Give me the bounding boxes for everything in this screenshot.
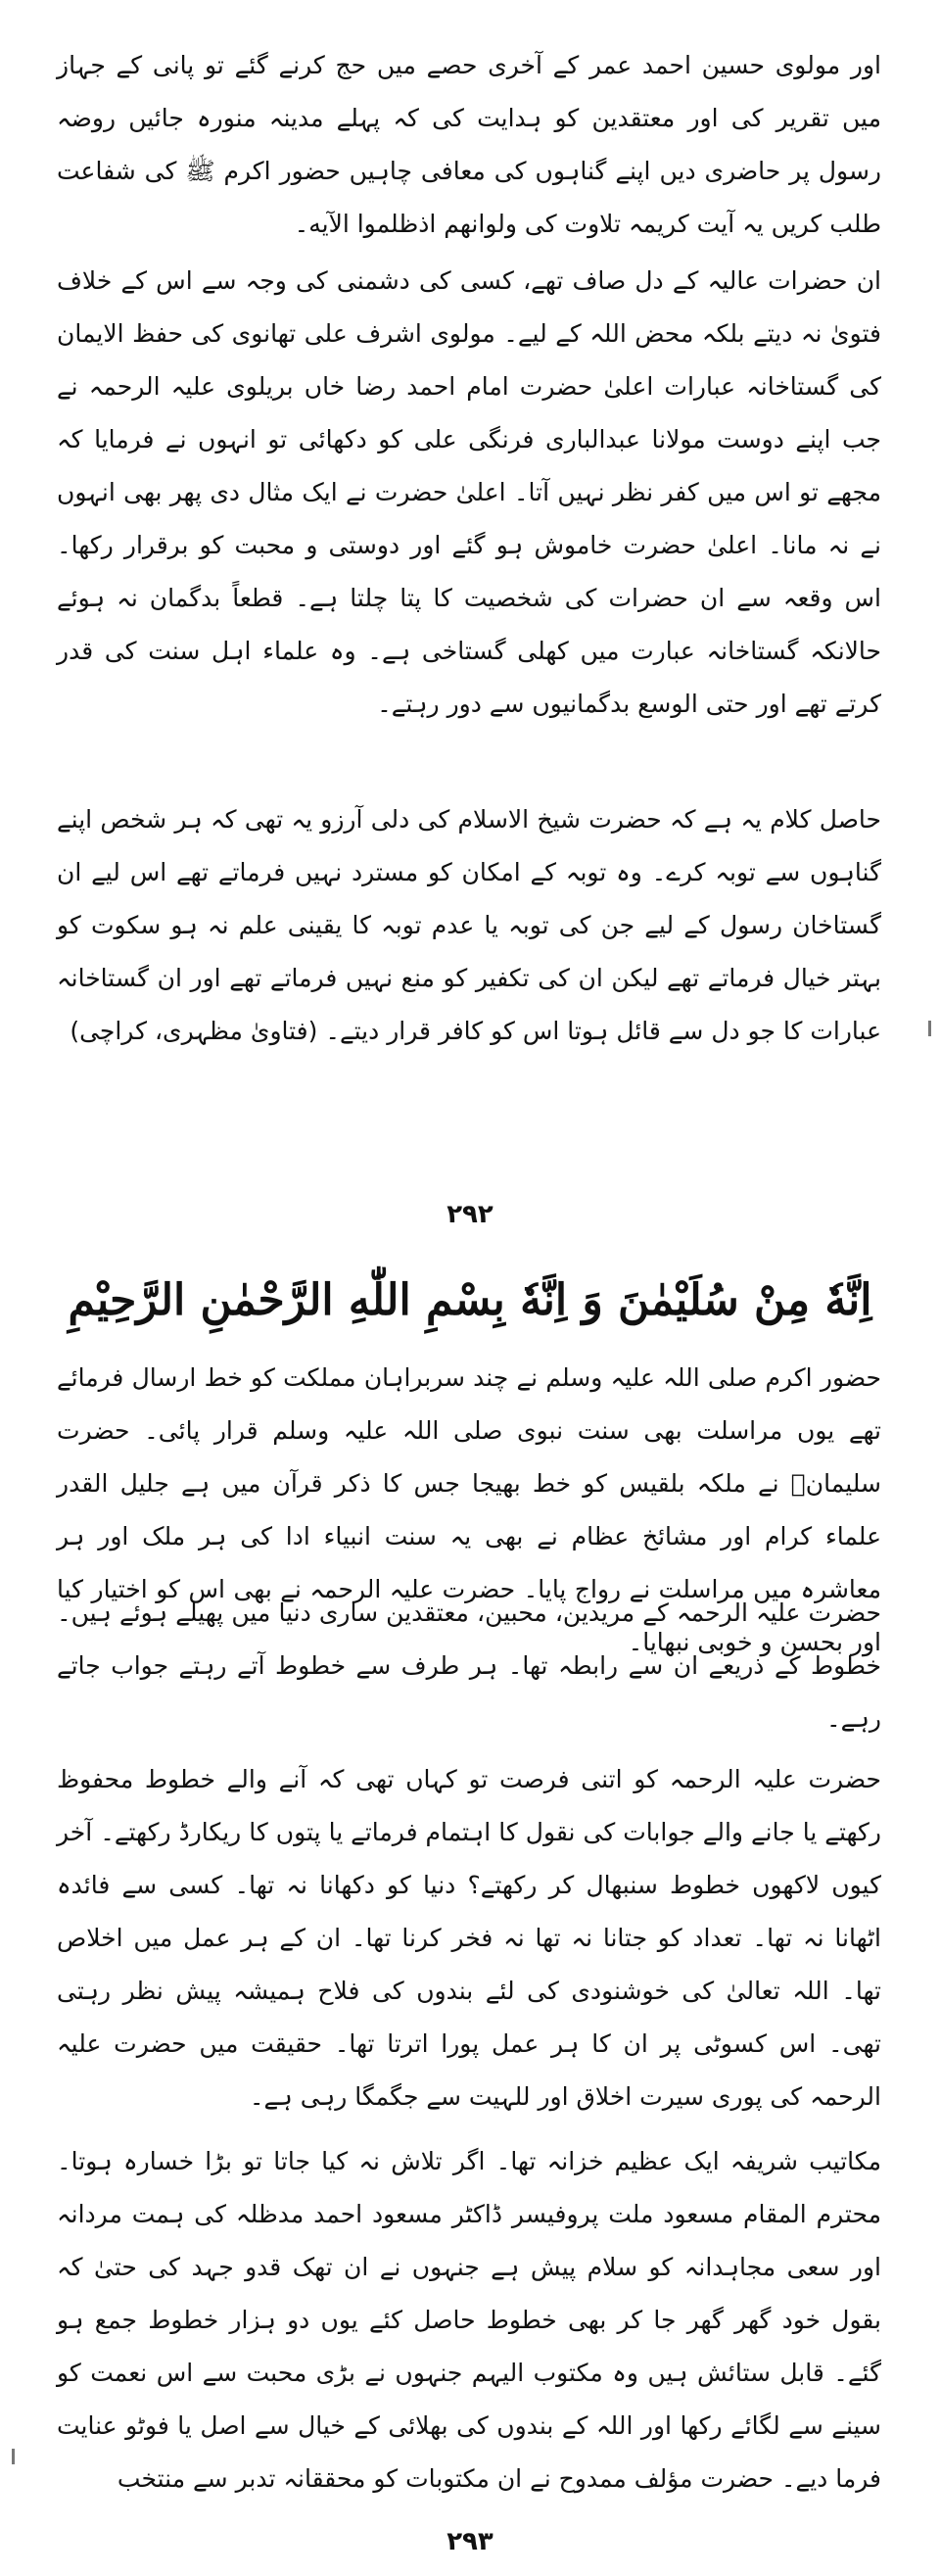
paragraph-treasure: مکاتیب شریفہ ایک عظیم خزانہ تھا۔ اگر تلاش نہ کیا جاتا تو بڑا خسارہ ہوتا۔ محترم المقام مسعود ملت پروفیسر ڈاکٹر مسعود احمد مدظلہ کی ہمت مردانہ اور سعی مجاہدانہ کو سلام پیش ہے جنہوں نے ان تھک قدو جہد کی حتیٰ کہ بقول خود گھر گھر جا کر بھی خطوط حاصل کئے یوں دو ہزار خطوط جمع ہو گئے۔ قابل ستائش ہیں وہ مکتوب الیہم جنہوں نے بڑی محبت سے اس نعمت کو سینے سے لگائے رکھا اور اللہ کے بندوں کی بھلائی کے خیال سے اصل یا فوٹو عنایت فرما دیے۔ حضرت مؤلف ممدوح نے ان مکتوبات کو محققانہ تدبر سے منتخب [57,2147,881,2493]
paragraph-conclusion: حاصل کلام یہ ہے کہ حضرت شیخ الاسلام کی دلی آرزو یہ تھی کہ ہر شخص اپنے گناہوں سے توبہ کرے۔ وہ توبہ کے امکان کو مسترد نہیں فرماتے تھے اس لیے ان گستاخان رسول کے لیے جن کی توبہ یا عدم توبہ کا یقینی علم نہ ہو سکوت کو بہتر خیال فرماتے تھے لیکن ان کی تکفیر کو منع نہیں فرماتے تھے اور ان گستاخانہ عبارات کا جو دل سے قائل ہوتا اس کو کافر قرار دیتے۔ (فتاویٰ مظہری، کراچی) [57,805,881,1045]
paragraph-sincerity: حضرت علیہ الرحمہ کو اتنی فرصت تو کہاں تھی کہ آنے والے خطوط محفوظ رکھتے یا جانے والے جوابات کی نقول کا اہتمام فرماتے یا پتوں کا ریکارڈ رکھتے۔ آخر کیوں لاکھوں خطوط سنبھال کر رکھتے؟ دنیا کو دکھانا نہ تھا۔ کسی سے فائدہ اٹھانا نہ تھا۔ تعداد کو جتانا نہ تھا نہ فخر کرنا تھا۔ ان کے ہر عمل میں اخلاص تھا۔ اللہ تعالیٰ کی خوشنودی کی لئے بندوں کی فلاح ہمیشہ پیش نظر رہتی تھی۔ اس کسوٹی پر ان کا ہر عمل پورا اترتا تھا۔ حقیقت میں حضرت علیہ الرحمہ کی پوری سیرت اخلاق اور للہیت سے جگمگا رہی ہے۔ [57,1765,881,2111]
chapter-heading-bismillah: اِنَّهٗ مِنْ سُلَیْمٰنَ وَ اِنَّهٗ بِسْمِ اللّٰهِ الرَّحْمٰنِ الرَّحِیْمِ [68,1275,872,1325]
paragraph-hajj-speech: اور مولوی حسین احمد عمر کے آخری حصے میں حج کرنے گئے تو پانی کے جہاز میں تقریر کی اور معتقدین کو ہدایت کی کہ پہلے مدینہ منورہ جائیں روضہ رسول پر حاضری دیں اپنے گناہوں کی معافی چاہیں حضور اکرم ﷺ کی شفاعت طلب کریں یہ آیت کریمہ تلاوت کی ولوانهم اذظلموا الآیه۔ [57,51,881,238]
scan-edge-mark [928,1021,931,1036]
page-number-bottom: ۲۹۳ [446,2527,494,2556]
paragraph-letters-sunnah: حضور اکرم صلی اللہ علیہ وسلم نے چند سربراہان مملکت کو خط ارسال فرمائے تھے یوں مراسلت بھی سنت نبوی صلی اللہ علیہ وسلم قرار پائی۔ حضرت سلیمانؑ نے ملکہ بلقیس کو خط بھیجا جس کا ذکر قرآن میں ہے جلیل القدر علماء کرام اور مشائخ عظام نے بھی یہ سنت انبیاء ادا کی ہر ملک اور ہر معاشرہ میں مراسلت نے رواج پایا۔ حضرت علیہ الرحمہ نے بھی اس کو اختیار کیا اور بحسن و خوبی نبھایا۔ [57,1363,881,1656]
scan-edge-mark [12,2449,15,2464]
paragraph-disciples: حضرت علیہ الرحمہ کے مریدین، محبین، معتقدین ساری دنیا میں پھیلے ہوئے ہیں۔ خطوط کے ذریعے ان سے رابطہ تھا۔ ہر طرف سے خطوط آتے رہتے جواب جاتے رہے۔ [57,1598,881,1733]
page-number-top: ۲۹۲ [446,1200,494,1229]
paragraph-clean-hearts: ان حضرات عالیہ کے دل صاف تھے، کسی کی دشمنی کی وجہ سے اس کے خلاف فتویٰ نہ دیتے بلکہ محض اللہ کے لیے۔ مولوی اشرف علی تھانوی کی حفظ الایمان کی گستاخانہ عبارات اعلیٰ حضرت امام احمد رضا خاں بریلوی علیہ الرحمہ نے جب اپنے دوست مولانا عبدالباری فرنگی علی کو دکھائی تو انہوں نے فرمایا کہ مجھے تو اس میں کفر نظر نہیں آتا۔ اعلیٰ حضرت نے ایک مثال دی پھر بھی انہوں نے نہ مانا۔ اعلیٰ حضرت خاموش ہو گئے اور دوستی و محبت کو برقرار رکھا۔ اس وقعہ سے ان حضرات کی شخصیت کا پتا چلتا ہے۔ قطعاً بدگمان نہ ہوئے حالانکہ گستاخانہ عبارت میں کھلی گستاخی ہے۔ وہ علماء اہل سنت کی قدر کرتے تھے اور حتی الوسع بدگمانیوں سے دور رہتے۔ [57,266,881,718]
